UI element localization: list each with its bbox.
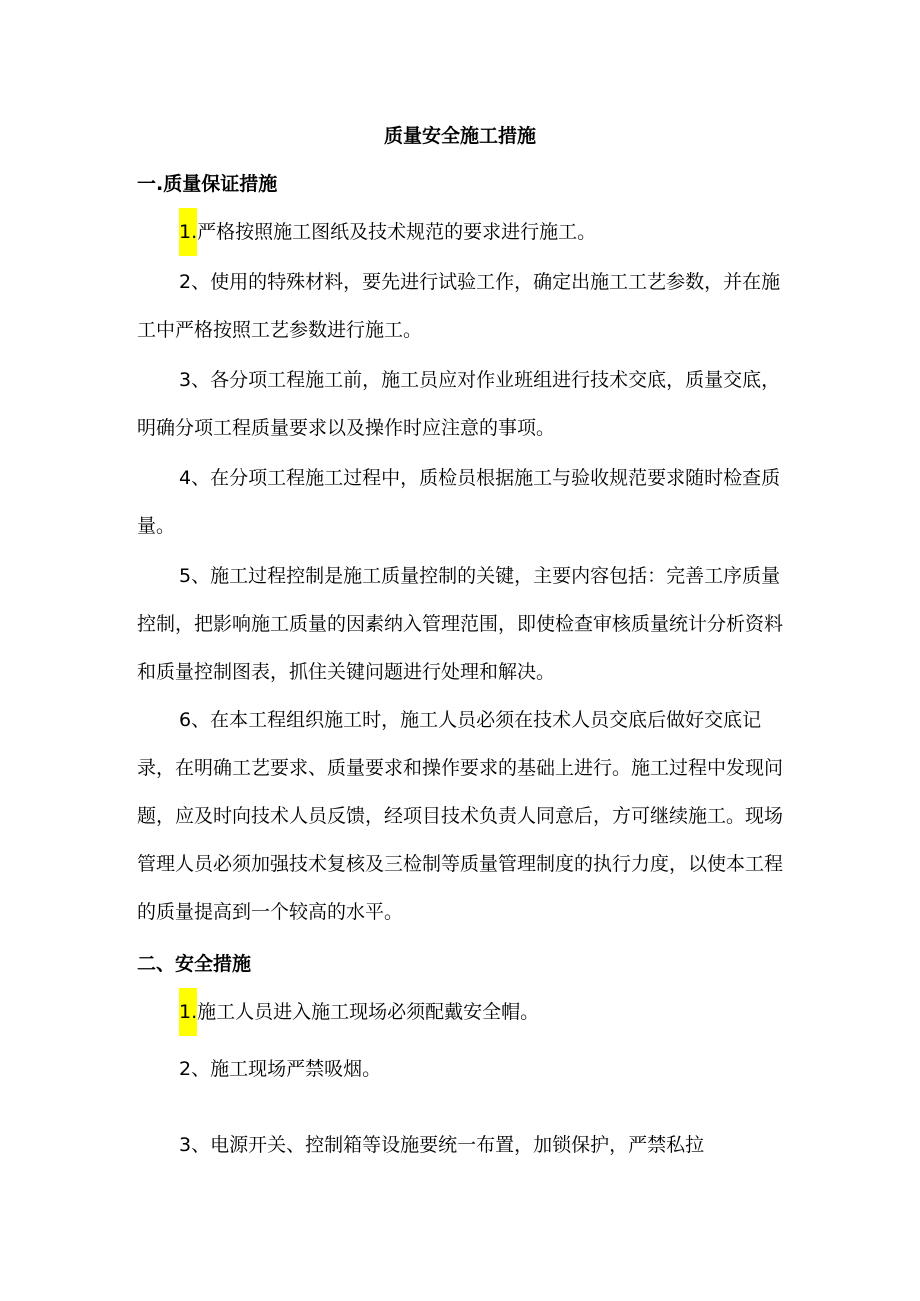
highlighted-number: 1. (179, 988, 197, 1036)
quality-item-1-text: 严格按照施工图纸及技术规范的要求进行施工。 (197, 221, 597, 243)
safety-item-1-text: 施工人员进入施工现场必须配戴安全帽。 (197, 1001, 540, 1023)
quality-item-2: 2、使用的特殊材料，要先进行试验工作，确定出施工工艺参数，并在施工中严格按照工艺参数进行施工。 (137, 271, 781, 341)
document-title: 质量安全施工措施 (383, 125, 536, 147)
quality-item-4: 4、在分项工程施工过程中，质检员根据施工与验收规范要求随时检查质量。 (137, 467, 781, 537)
quality-item-5: 5、施工过程控制是施工质量控制的关键，主要内容包括：完善工序质量控制，把影响施工质量的因素纳入管理范围，即使检查审核质量统计分析资料和质量控制图表，抓住关键问题进行处理和解决。 (137, 565, 784, 683)
quality-item-6: 6、在本工程组织施工时，施工人员必须在技术人员交底后做好交底记录，在明确工艺要求、质量要求和操作要求的基础上进行。施工过程中发现问题，应及时向技术人员反馈，经项目技术负责人同意后，方可继续施工。现场管理人员必须加强技术复核及三检制等质量管理制度的执行力度，以使本工程的质量提高到一个较高的水平。 (137, 709, 784, 923)
section-heading-safety: 二、安全措施 (137, 953, 252, 975)
quality-item-3: 3、各分项工程施工前，施工员应对作业班组进行技术交底，质量交底，明确分项工程质量要求以及操作时应注意的事项。 (137, 369, 781, 439)
highlighted-number: 1. (179, 208, 197, 256)
section-heading-quality: 一.质量保证措施 (137, 173, 278, 195)
safety-item-1 (137, 988, 797, 1036)
safety-item-2: 2、施工现场严禁吸烟。 (179, 1058, 382, 1080)
quality-item-1 (137, 208, 797, 256)
safety-item-3: 3、电源开关、控制箱等设施要统一布置，加锁保护，严禁私拉 (179, 1134, 705, 1156)
